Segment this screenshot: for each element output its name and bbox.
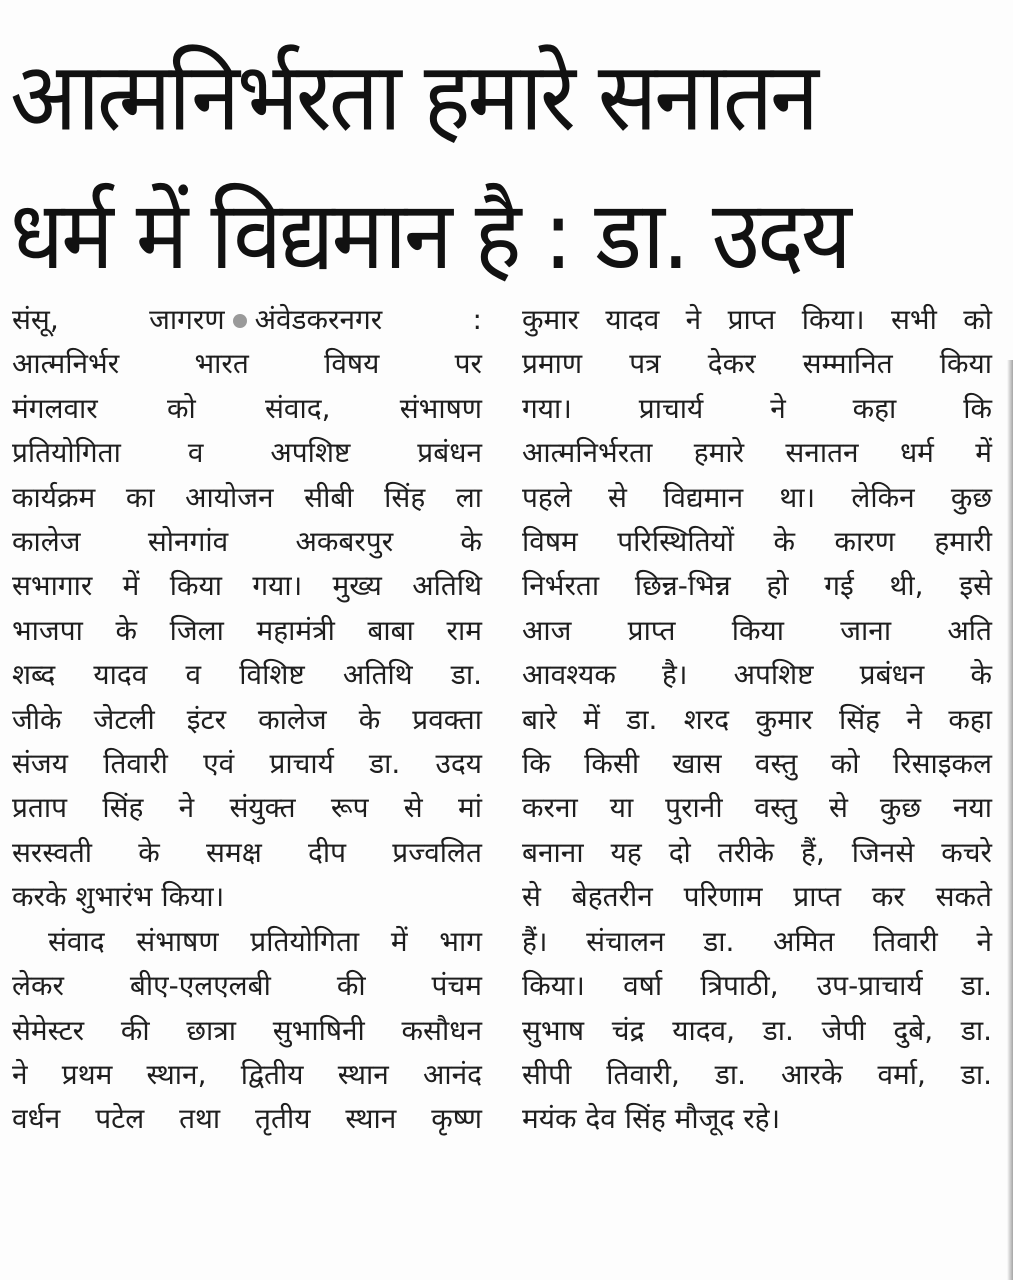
paragraph-2 bbox=[12, 920, 482, 1142]
bullet-icon bbox=[233, 314, 247, 328]
text-line: लेकर बीए-एलएलबी की पंचम bbox=[12, 969, 482, 1003]
text-line: पहले से विद्यमान था। लेकिन कुछ bbox=[522, 480, 992, 514]
text-line: संजय तिवारी एवं प्राचार्य डा. उदय bbox=[12, 747, 482, 781]
dateline-place: अंवेडकरनगर : bbox=[254, 303, 482, 336]
dateline-source: संसू, जागरण bbox=[12, 303, 225, 336]
dateline bbox=[12, 298, 482, 342]
text-line: विषम परिस्थितियों के कारण हमारी bbox=[522, 525, 992, 559]
text-line: भाजपा के जिला महामंत्री बाबा राम bbox=[12, 613, 482, 647]
text-line: मयंक देव सिंह मौजूद रहे। bbox=[522, 1102, 781, 1136]
text-line: ने प्रथम स्थान, द्वितीय स्थान आनंद bbox=[12, 1057, 482, 1091]
text-line: आत्मनिर्भरता हमारे सनातन धर्म में bbox=[522, 436, 992, 470]
text-line: हैं। संचालन डा. अमित तिवारी ने bbox=[522, 924, 992, 958]
text-line: सेमेस्टर की छात्रा सुभाषिनी कसौधन bbox=[12, 1013, 482, 1047]
text-line: सुभाष चंद्र यादव, डा. जेपी दुबे, डा. bbox=[522, 1013, 992, 1047]
text-line: जीके जेटली इंटर कालेज के प्रवक्ता bbox=[12, 702, 482, 736]
text-line: प्रमाण पत्र देकर सम्मानित किया bbox=[522, 347, 992, 381]
text-line: कार्यक्रम का आयोजन सीबी सिंह ला bbox=[12, 480, 482, 514]
paragraph-3 bbox=[522, 298, 992, 1142]
text-line: गया। प्राचार्य ने कहा कि bbox=[522, 391, 992, 425]
text-line: सरस्वती के समक्ष दीप प्रज्वलित bbox=[12, 835, 482, 869]
text-line: निर्भरता छिन्न-भिन्न हो गई थी, इसे bbox=[522, 569, 992, 603]
text-line: सीपी तिवारी, डा. आरके वर्मा, डा. bbox=[522, 1057, 992, 1091]
article-column-right bbox=[522, 298, 992, 1142]
text-line: वर्धन पटेल तथा तृतीय स्थान कृष्ण bbox=[12, 1102, 482, 1136]
text-line: बनाना यह दो तरीके हैं, जिनसे कचरे bbox=[522, 835, 992, 869]
text-line: से बेहतरीन परिणाम प्राप्त कर सकते bbox=[522, 880, 992, 914]
text-line: सभागार में किया गया। मुख्य अतिथि bbox=[12, 569, 482, 603]
text-line: मंगलवार को संवाद, संभाषण bbox=[12, 391, 482, 425]
headline-line-1: आत्मनिर्भरता हमारे सनातन bbox=[10, 40, 816, 153]
text-line: करना या पुरानी वस्तु से कुछ नया bbox=[522, 791, 992, 825]
text-line: कि किसी खास वस्तु को रिसाइकल bbox=[522, 747, 992, 781]
article-column-left bbox=[12, 298, 482, 1142]
text-line: किया। वर्षा त्रिपाठी, उप-प्राचार्य डा. bbox=[522, 969, 992, 1003]
text-line: बारे में डा. शरद कुमार सिंह ने कहा bbox=[522, 702, 992, 736]
page-edge-shadow bbox=[1007, 360, 1013, 1280]
text-line: आज प्राप्त किया जाना अति bbox=[522, 613, 992, 647]
text-line: शब्द यादव व विशिष्ट अतिथि डा. bbox=[12, 658, 482, 692]
text-line: आवश्यक है। अपशिष्ट प्रबंधन के bbox=[522, 658, 992, 692]
text-line: प्रताप सिंह ने संयुक्त रूप से मां bbox=[12, 791, 482, 825]
text-line: संवाद संभाषण प्रतियोगिता में भाग bbox=[48, 924, 482, 958]
text-line: आत्मनिर्भर भारत विषय पर bbox=[12, 347, 482, 381]
text-line: कुमार यादव ने प्राप्त किया। सभी को bbox=[522, 303, 992, 336]
text-line: करके शुभारंभ किया। bbox=[12, 880, 225, 914]
headline bbox=[10, 28, 1000, 304]
paragraph-1 bbox=[12, 298, 482, 920]
text-line: कालेज सोनगांव अकबरपुर के bbox=[12, 525, 482, 559]
headline-line-2: धर्म में विद्यमान है : डा. उदय bbox=[10, 179, 849, 291]
text-line: प्रतियोगिता व अपशिष्ट प्रबंधन bbox=[12, 436, 482, 470]
